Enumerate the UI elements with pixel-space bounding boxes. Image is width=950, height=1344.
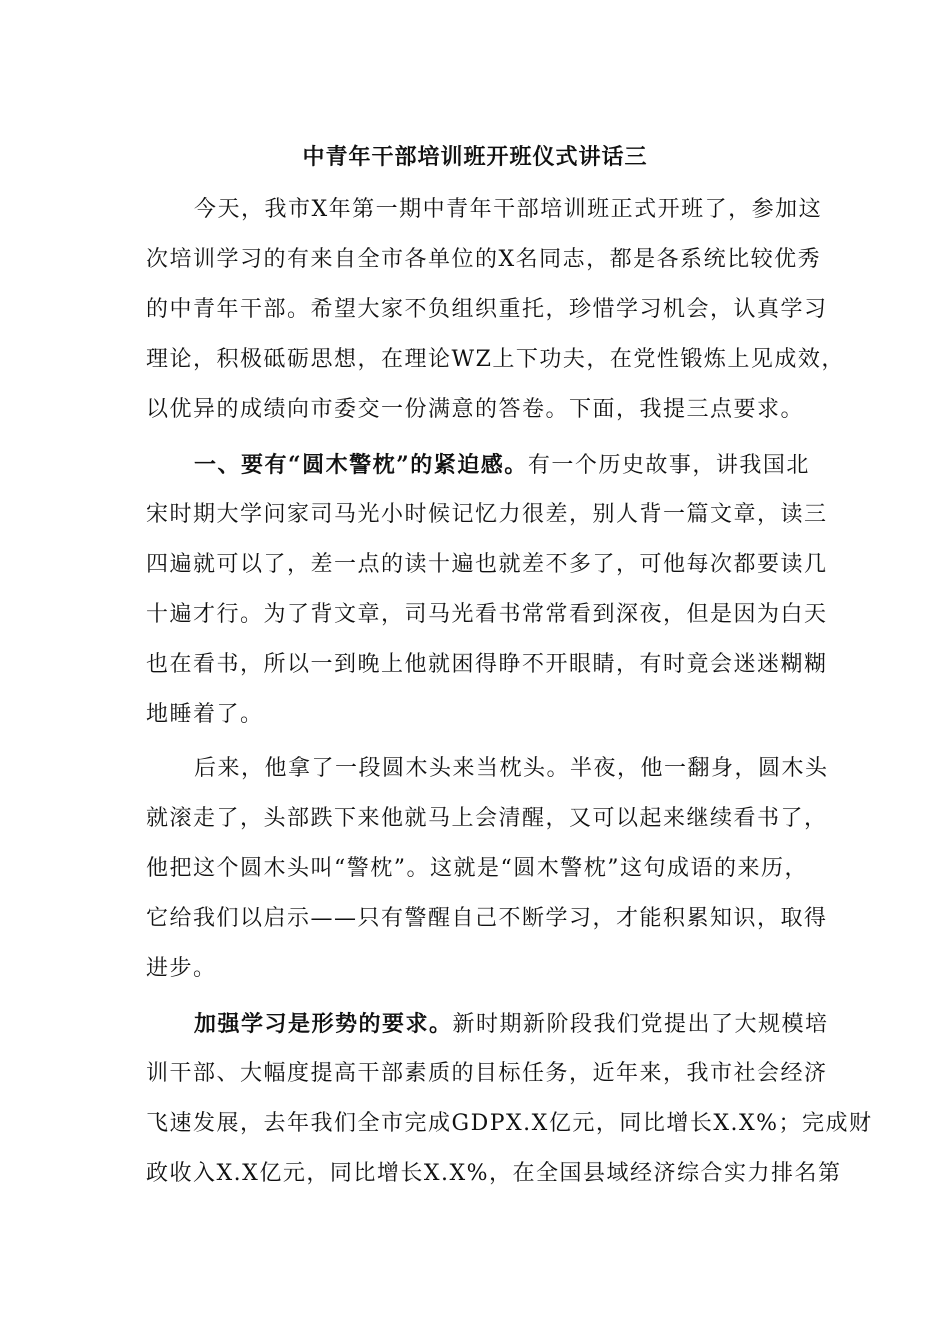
paragraph-line: 的中青年干部。希望大家不负组织重托，珍惜学习机会，认真学习 bbox=[146, 297, 828, 322]
paragraph-line: 训干部、大幅度提高干部素质的目标任务，近年来，我市社会经济 bbox=[146, 1061, 828, 1086]
paragraph-line: 它给我们以启示——只有警醒自己不断学习，才能积累知识，取得 bbox=[146, 906, 828, 931]
paragraph-line: 进步。 bbox=[146, 956, 217, 981]
paragraph-line: 十遍才行。为了背文章，司马光看书常常看到深夜，但是因为白天 bbox=[146, 602, 828, 627]
paragraph-line: 他把这个圆木头叫“警枕”。这就是“圆木警枕”这句成语的来历， bbox=[146, 856, 808, 881]
paragraph-line bbox=[194, 1007, 829, 1042]
paragraph-line: 理论，积极砥砺思想，在理论WZ上下功夫，在党性锻炼上见成效， bbox=[146, 347, 845, 372]
paragraph-text: 新时期新阶段我们党提出了大规模培 bbox=[452, 1012, 829, 1037]
document-title: 中青年干部培训班开班仪式讲话三 bbox=[302, 144, 648, 170]
paragraph-line: 政收入X.X亿元，同比增长X.X%，在全国县域经济综合实力排名第 bbox=[146, 1161, 842, 1186]
paragraph-line bbox=[194, 448, 810, 483]
section-heading: 加强学习是形势的要求。 bbox=[194, 1011, 453, 1037]
paragraph-line: 四遍就可以了，差一点的读十遍也就差不多了，可他每次都要读几 bbox=[146, 552, 828, 577]
paragraph-line: 宋时期大学问家司马光小时候记忆力很差，别人背一篇文章，读三 bbox=[146, 502, 828, 527]
paragraph-line: 今天，我市X年第一期中青年干部培训班正式开班了，参加这 bbox=[194, 197, 823, 222]
paragraph-line: 也在看书，所以一到晚上他就困得睁不开眼睛，有时竟会迷迷糊糊 bbox=[146, 652, 828, 677]
paragraph-line: 飞速发展，去年我们全市完成GDPX.X亿元，同比增长X.X%；完成财 bbox=[146, 1111, 873, 1136]
paragraph-text: 有一个历史故事，讲我国北 bbox=[527, 453, 810, 478]
paragraph-line: 以优异的成绩向市委交一份满意的答卷。下面，我提三点要求。 bbox=[146, 397, 805, 422]
paragraph-line: 后来，他拿了一段圆木头来当枕头。半夜，他一翻身，圆木头 bbox=[194, 756, 829, 781]
paragraph-line: 次培训学习的有来自全市各单位的X名同志，都是各系统比较优秀 bbox=[146, 247, 822, 272]
paragraph-line: 就滚走了，头部跌下来他就马上会清醒，又可以起来继续看书了， bbox=[146, 806, 828, 831]
paragraph-line: 地睡着了。 bbox=[146, 702, 264, 727]
section-heading: 一、要有“圆木警枕”的紧迫感。 bbox=[194, 452, 528, 478]
